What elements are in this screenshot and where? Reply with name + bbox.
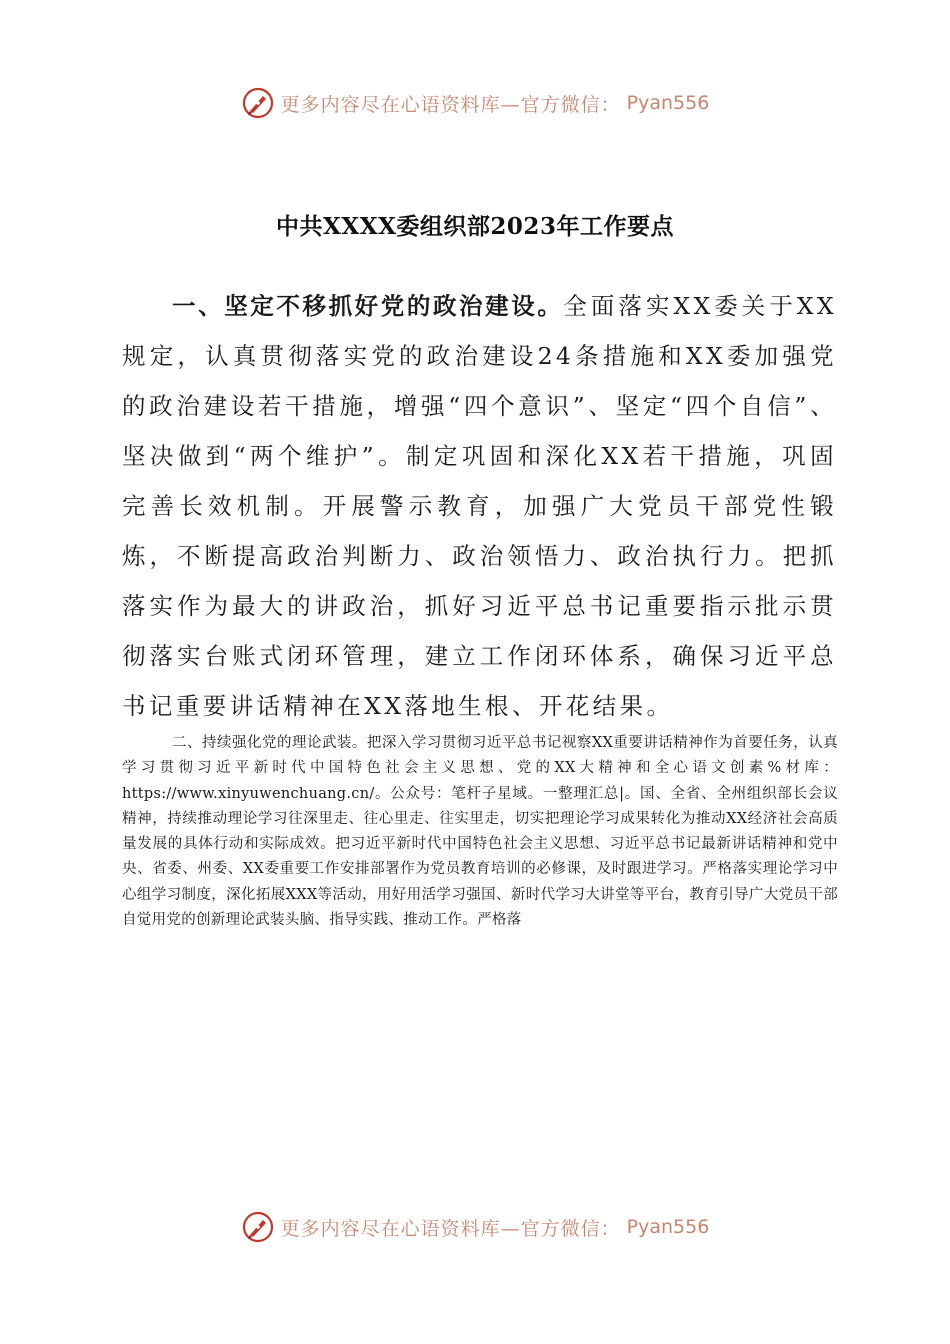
section-1-heading: 一、坚定不移抓好党的政治建设。 (172, 292, 564, 320)
banner-text: 更多内容尽在心语资料库—官方微信： (280, 1217, 621, 1240)
pen-circle-logo-icon (241, 1210, 275, 1244)
section-1-paragraph (122, 281, 837, 731)
section-1-body: 全面落实XX委关于XX规定，认真贯彻落实党的政治建设24条措施和XX委加强党的政治建设若干措施，增强“四个意识”、坚定“四个自信”、坚决做到“两个维护”。制定巩固和深化XX若干措施，巩固完善长效机制。开展警示教育，加强广大党员干部党性锻炼，不断提高政治判断力、政治领悟力、政治执行力。把抓落实作为最大的讲政治，抓好习近平总书记重要指示批示贯彻落实台账式闭环管理，建立工作闭环体系，确保习近平总书记重要讲话精神在XX落地生根、开花结果。 (122, 292, 837, 720)
section-2-paragraph: 二、持续强化党的理论武装。把深入学习贯彻习近平总书记视察XX重要讲话精神作为首要任务，认真学习贯彻习近平新时代中国特色社会主义思想、党的XX大精神和全心语文创素%材库：https://www.xinyuwenchuang.cn/。公众号：笔杆子星域。一整理汇总|。国、全省、全州组织部长会议精神，持续推动理论学习往深里走、往心里走、往实里走，切实把理论学习成果转化为推动XX经济社会高质量发展的具体行动和实际成效。把习近平新时代中国特色社会主义思想、习近平总书记最新讲话精神和党中央、省委、州委、XX委重要工作安排部署作为党员教育培训的必修课，及时跟进学习。严格落实理论学习中心组学习制度，深化拓展XXX等活动，用好用活学习强国、新时代学习大讲堂等平台，教育引导广大党员干部自觉用党的创新理论武装头脑、指导实践、推动工作。严格落 (122, 735, 838, 929)
document-title: 中共XXXX委组织部2023年工作要点 (276, 213, 674, 240)
pen-circle-logo-icon (241, 86, 275, 120)
wechat-id: Pyan556 (626, 92, 710, 114)
wechat-id: Pyan556 (626, 1216, 710, 1238)
banner-text: 更多内容尽在心语资料库—官方微信： (280, 93, 621, 116)
footer-banner (0, 1210, 950, 1244)
header-banner (0, 86, 950, 120)
